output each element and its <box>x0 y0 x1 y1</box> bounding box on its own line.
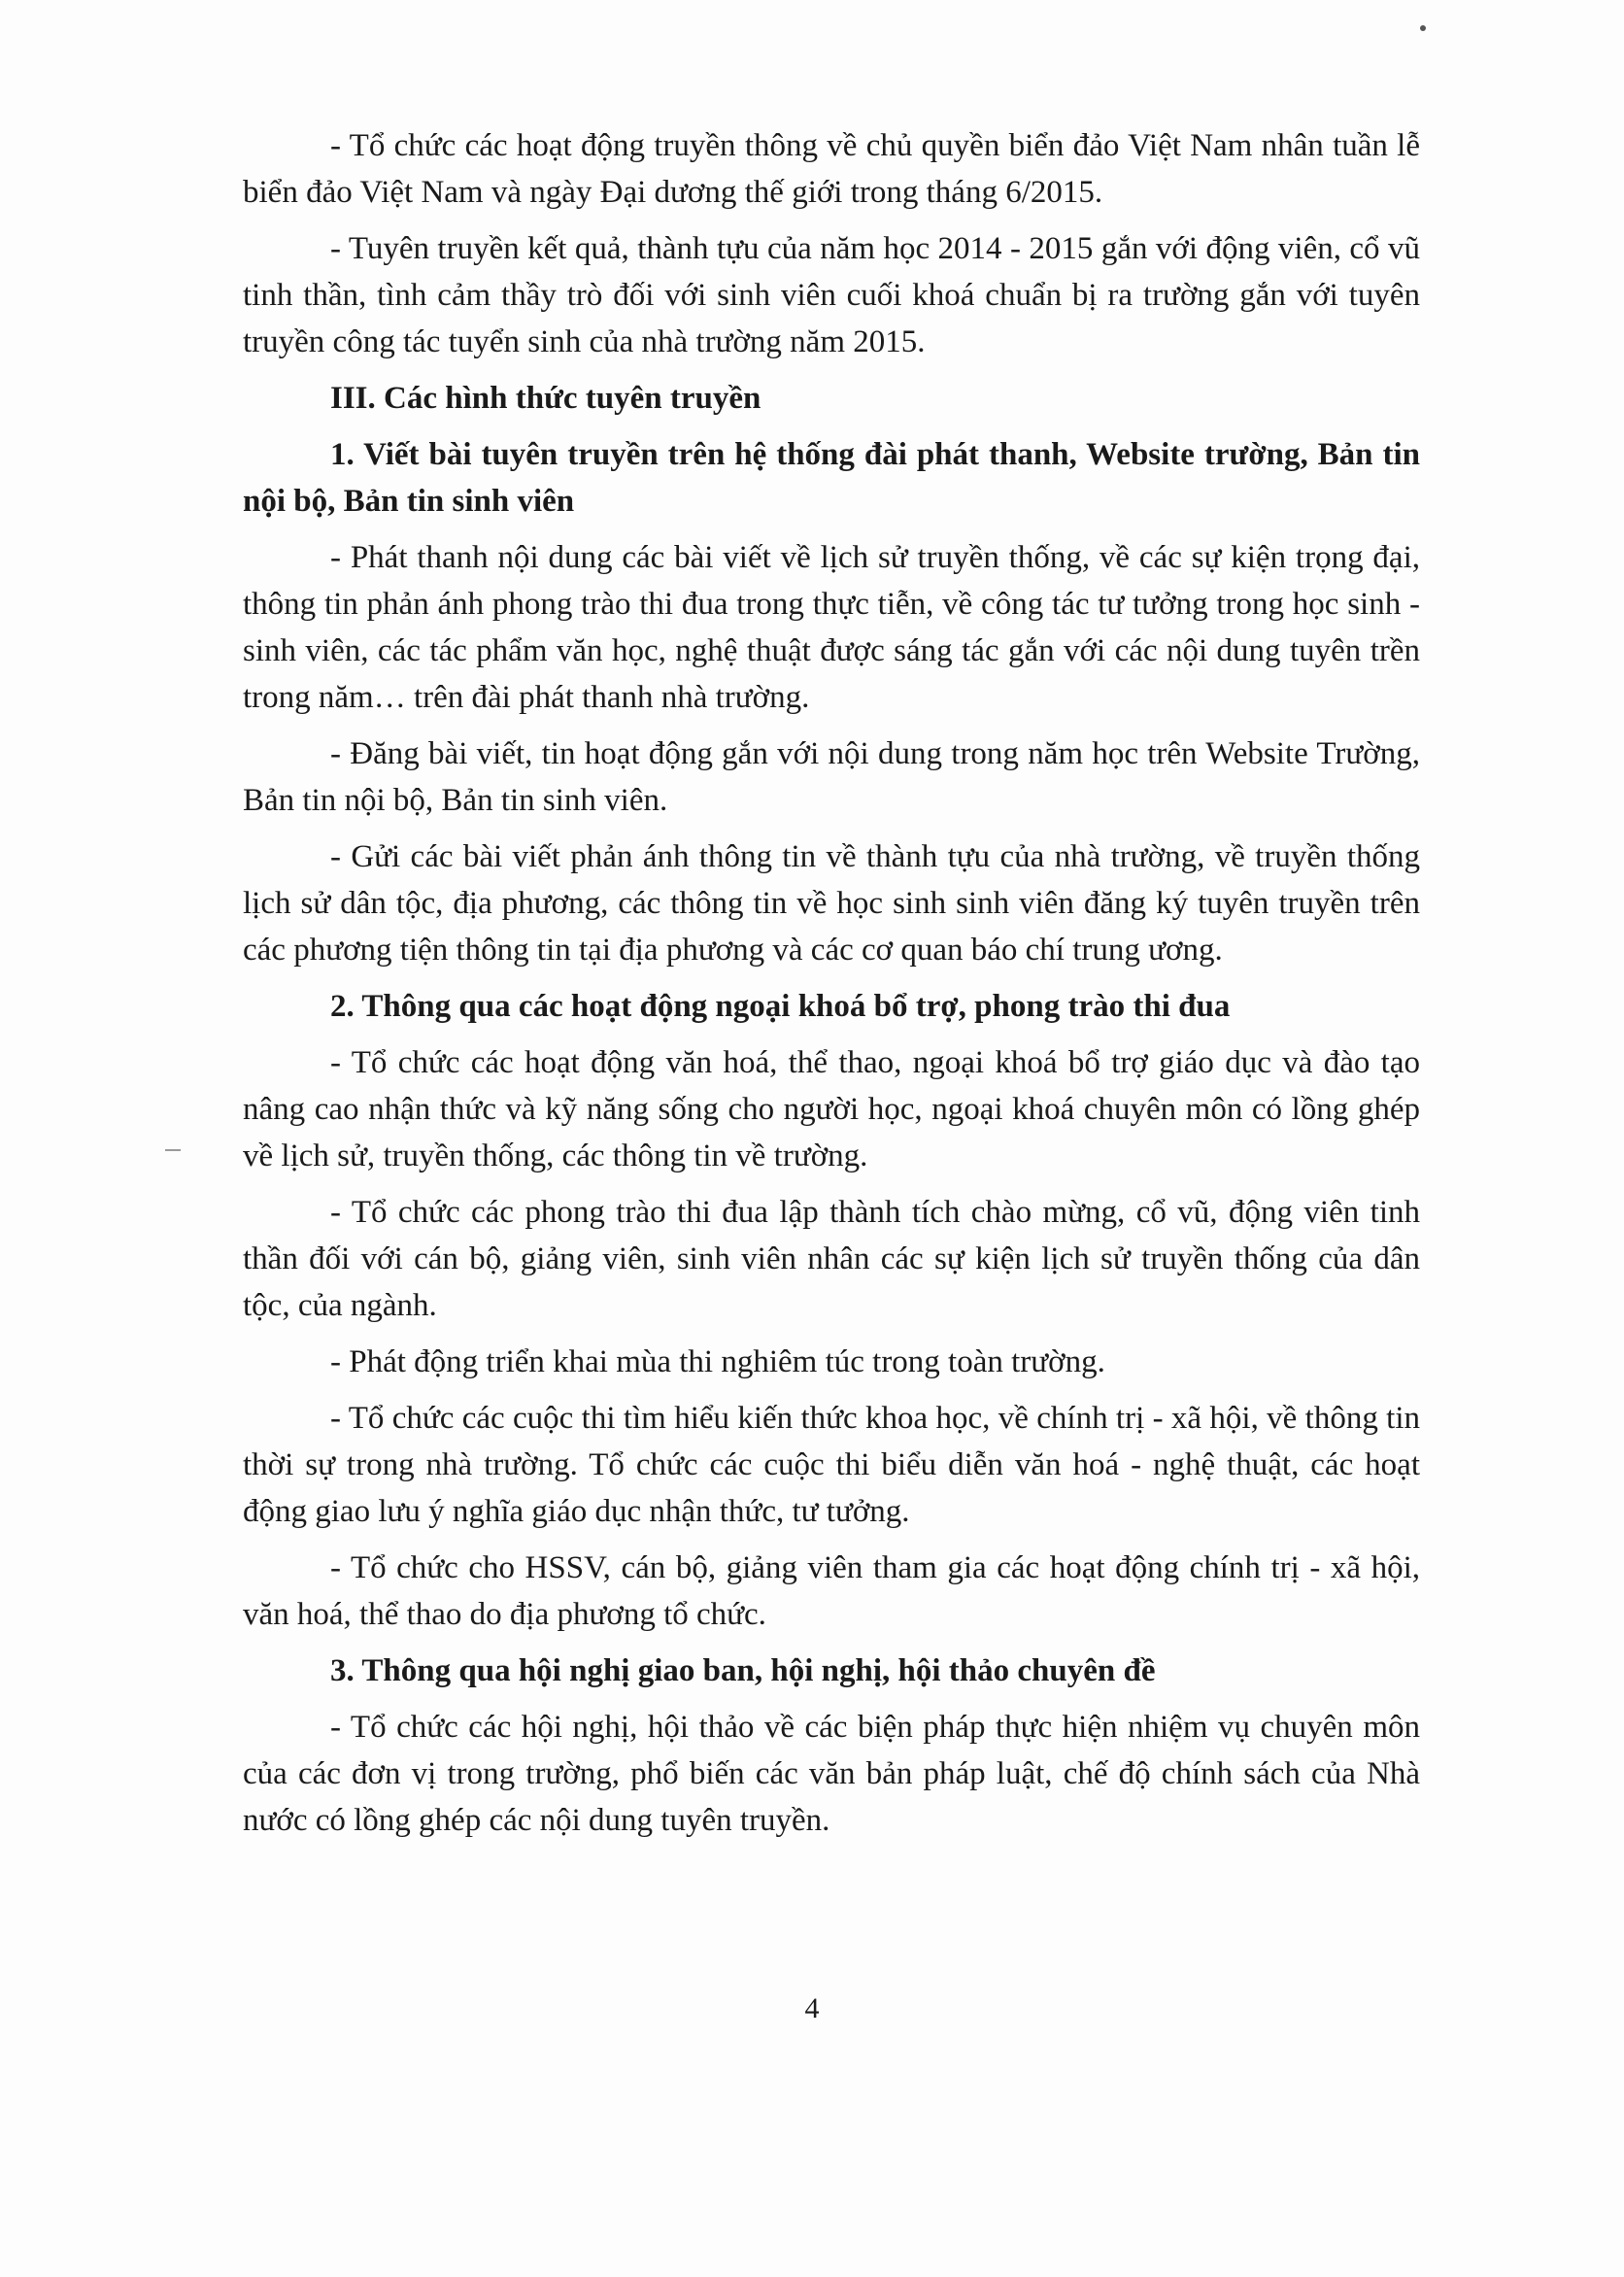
section-heading: III. Các hình thức tuyên truyền <box>330 381 761 416</box>
paragraph: - Gửi các bài viết phản ánh thông tin về thành tựu của nhà trường, về truyền thống lịch sử dân tộc, địa phương, các thông tin về học sinh sinh viên đăng ký tuyên truyền trên các phương tiện thông tin tại địa phương và các cơ quan báo chí trung ương. <box>243 839 1420 968</box>
paragraph: - Tổ chức các hoạt động truyền thông về chủ quyền biển đảo Việt Nam nhân tuần lễ biển đảo Việt Nam và ngày Đại dương thế giới trong tháng 6/2015. <box>243 128 1420 210</box>
subsection-heading: 1. Viết bài tuyên truyền trên hệ thống đài phát thanh, Website trường, Bản tin nội bộ, Bản tin sinh viên <box>243 437 1420 519</box>
paragraph: - Tuyên truyền kết quả, thành tựu của năm học 2014 - 2015 gắn với động viên, cổ vũ tinh thần, tình cảm thầy trò đối với sinh viên cuối khoá chuẩn bị ra trường gắn với tuyên truyền công tác tuyển sinh của nhà trường năm 2015. <box>243 231 1420 359</box>
document-body <box>243 122 1420 1853</box>
scan-speck <box>1420 25 1426 31</box>
subsection-heading: 3. Thông qua hội nghị giao ban, hội nghị, hội thảo chuyên đề <box>330 1653 1156 1688</box>
paragraph: - Tổ chức các hội nghị, hội thảo về các biện pháp thực hiện nhiệm vụ chuyên môn của các đơn vị trong trường, phổ biến các văn bản pháp luật, chế độ chính sách của Nhà nước có lồng ghép các nội dung tuyên truyền. <box>243 1710 1420 1838</box>
paragraph: - Tổ chức các hoạt động văn hoá, thể thao, ngoại khoá bổ trợ giáo dục và đào tạo nâng cao nhận thức và kỹ năng sống cho người học, ngoại khoá chuyên môn có lồng ghép về lịch sử, truyền thống, các thông tin về trường. <box>243 1045 1420 1173</box>
paragraph: - Phát động triển khai mùa thi nghiêm túc trong toàn trường. <box>330 1344 1105 1379</box>
paragraph: - Phát thanh nội dung các bài viết về lịch sử truyền thống, về các sự kiện trọng đại, thông tin phản ánh phong trào thi đua trong thực tiễn, về công tác tư tưởng trong học sinh - sinh viên, các tác phẩm văn học, nghệ thuật được sáng tác gắn với các nội dung tuyên trền trong năm… trên đài phát thanh nhà trường. <box>243 540 1420 715</box>
paragraph: - Tổ chức các cuộc thi tìm hiểu kiến thức khoa học, về chính trị - xã hội, về thông tin thời sự trong nhà trường. Tổ chức các cuộc thi biểu diễn văn hoá - nghệ thuật, các hoạt động giao lưu ý nghĩa giáo dục nhận thức, tư tưởng. <box>243 1401 1420 1529</box>
scan-mark <box>165 1149 181 1151</box>
paragraph: - Tổ chức các phong trào thi đua lập thành tích chào mừng, cổ vũ, động viên tinh thần đối với cán bộ, giảng viên, sinh viên nhân các sự kiện lịch sử truyền thống của dân tộc, của ngành. <box>243 1195 1420 1323</box>
paragraph: - Đăng bài viết, tin hoạt động gắn với nội dung trong năm học trên Website Trường, Bản tin nội bộ, Bản tin sinh viên. <box>243 736 1420 818</box>
subsection-heading: 2. Thông qua các hoạt động ngoại khoá bổ trợ, phong trào thi đua <box>330 989 1231 1024</box>
paragraph: - Tổ chức cho HSSV, cán bộ, giảng viên tham gia các hoạt động chính trị - xã hội, văn hoá, thể thao do địa phương tổ chức. <box>243 1550 1420 1632</box>
page-number: 4 <box>804 1992 820 2024</box>
